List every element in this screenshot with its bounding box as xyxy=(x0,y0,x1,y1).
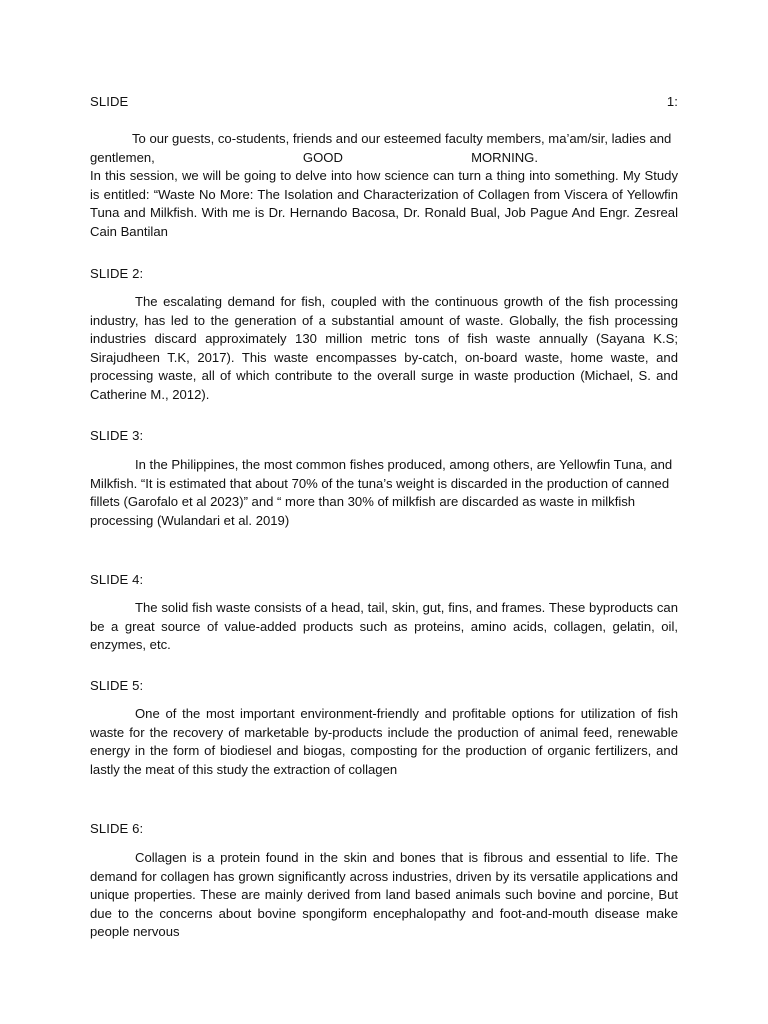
slide1-number: 1: xyxy=(666,94,678,109)
slide3-body: In the Philippines, the most common fishes produced, among others, are Yellowfin Tuna, and Milkfish. “It is estimated that about 70% of the tuna’s weight is discarded in the production of canned fillets (Garofalo et al 2023)” and “ more than 30% of milkfish are discarded as waste in milkfish processing (Wulandari et al. 2019) xyxy=(90,457,673,528)
slide2-body: The escalating demand for fish, coupled with the continuous growth of the fish processing industry, has led to the generation of a substantial amount of waste. Globally, the fish processing industries discard approximately 130 million metric tons of fish waste annually (Sayana K.S; Sirajudheen T.K, 2017). This waste encompasses by-catch, on-board waste, home waste, and processing waste, all of which contribute to the overall surge in waste production (Michael, S. and Catherine M., 2012). xyxy=(90,294,678,402)
slide6-heading: SLIDE 6: xyxy=(90,821,144,836)
slide5-body-section xyxy=(90,705,678,779)
slide5-body: One of the most important environment-friendly and profitable options for utilization of fish waste for the recovery of marketable by-products include the production of animal feed, renewable energy in the form of biodiesel and biogas, composting for the production of organic fertilizers, and lastly the meat of this study the extraction of collagen xyxy=(90,706,678,777)
slide5-section xyxy=(90,677,678,696)
slide3-body-section xyxy=(90,456,678,530)
slide1-section xyxy=(90,93,678,112)
slide2-body-section xyxy=(90,293,678,405)
slide4-body-section xyxy=(90,599,678,655)
slide1-body: In this session, we will be going to delve into how science can turn a thing into something. My Study is entitled: “Waste No More: The Isolation and Characterization of Collagen from Viscera of Yellowfin Tuna and Milkfish. With me is Dr. Hernando Bacosa, Dr. Ronald Bual, Job Pague And Engr. Zesreal Cain Bantilan xyxy=(90,168,678,239)
slide4-section xyxy=(90,571,678,590)
slide1-greeting-spread xyxy=(90,149,678,168)
slide6-body: Collagen is a protein found in the skin and bones that is fibrous and essential to life. The demand for collagen has grown significantly across industries, driven by its versatile applications and unique properties. These are mainly derived from land based animals such bovine and porcine, But due to the concerns about bovine spongiform encephalopathy and foot-and-mouth disease make people nervous xyxy=(90,850,678,940)
slide4-heading: SLIDE 4: xyxy=(90,572,144,587)
slide1-greeting-line: To our guests, co-students, friends and our esteemed faculty members, ma’am/sir, ladies and xyxy=(132,131,672,146)
slide1-body-section xyxy=(90,130,678,242)
slide3-heading: SLIDE 3: xyxy=(90,428,144,443)
slide6-section xyxy=(90,820,678,839)
slide1-greeting-morning: MORNING. xyxy=(471,149,538,165)
slide4-body: The solid fish waste consists of a head, tail, skin, gut, fins, and frames. These byproducts can be a great source of value-added products such as proteins, amino acids, collagen, gelatin, oil, enzymes, etc. xyxy=(90,600,678,653)
slide1-heading xyxy=(90,93,678,112)
slide6-body-section xyxy=(90,849,678,942)
slide2-heading: SLIDE 2: xyxy=(90,266,144,281)
slide3-section xyxy=(90,427,678,446)
slide1-greeting-gentlemen: gentlemen, xyxy=(90,149,155,165)
slide1-label: SLIDE xyxy=(90,94,129,109)
slide5-heading: SLIDE 5: xyxy=(90,678,144,693)
slide2-section xyxy=(90,265,678,284)
slide1-greeting-good: GOOD xyxy=(302,149,343,165)
